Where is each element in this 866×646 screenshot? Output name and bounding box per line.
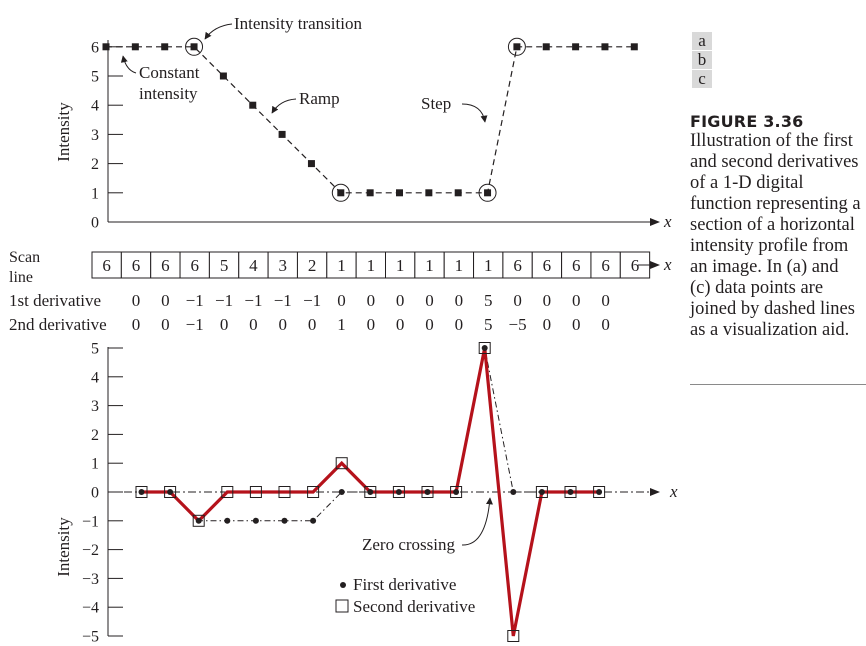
panel-a-point bbox=[572, 43, 579, 50]
first-derivative-value: 0 bbox=[366, 291, 376, 310]
first-derivative-points bbox=[139, 345, 603, 524]
panel-letter-c: c bbox=[692, 70, 712, 88]
panel-c-tick-label: −1 bbox=[81, 513, 99, 531]
second-derivative-value: 0 bbox=[395, 315, 405, 334]
second-derivative-value: 0 bbox=[161, 315, 170, 334]
second-derivative-value: 0 bbox=[366, 315, 376, 334]
first-derivative-row-label: 1st derivative bbox=[9, 291, 102, 310]
panel-c-tick-label: 1 bbox=[91, 455, 99, 473]
constant-intensity-label-line1: Constant bbox=[139, 63, 200, 82]
scan-line-value: 6 bbox=[513, 256, 522, 275]
caption-divider bbox=[690, 384, 866, 385]
second-derivative-value: 0 bbox=[131, 315, 141, 334]
ramp-label: Ramp bbox=[299, 89, 340, 108]
panel-a-tick-label: 6 bbox=[91, 39, 99, 57]
second-derivative-row-label: 2nd derivative bbox=[9, 315, 107, 334]
panel-a-point bbox=[425, 189, 432, 196]
panel-c-tick-label: −2 bbox=[81, 542, 99, 560]
scan-line-cells bbox=[92, 252, 650, 278]
scan-line-value: 5 bbox=[219, 256, 229, 275]
first-derivative-point bbox=[367, 489, 373, 495]
scan-line-x-label: x bbox=[664, 255, 672, 274]
scan-line-value: 2 bbox=[307, 256, 317, 275]
first-derivative-point bbox=[453, 489, 459, 495]
first-derivative-point bbox=[539, 489, 545, 495]
first-derivative-point bbox=[282, 518, 288, 524]
panel-a-point bbox=[367, 189, 374, 196]
panel-letter-a: a bbox=[692, 32, 712, 50]
first-derivative-point bbox=[339, 489, 345, 495]
panel-a-x-arrowhead bbox=[650, 218, 660, 226]
scan-line-label-line1: Scan bbox=[9, 249, 41, 266]
scan-line-value: 6 bbox=[572, 256, 581, 275]
panel-a-tick-label: 1 bbox=[91, 185, 99, 203]
second-derivative-value: 0 bbox=[278, 315, 288, 334]
panel-c-x-axis-label: x bbox=[670, 482, 678, 501]
second-derivative-value: 0 bbox=[219, 315, 229, 334]
second-derivative-value: 1 bbox=[337, 315, 346, 334]
panel-c-tick-label: 0 bbox=[91, 484, 99, 502]
second-derivative-value: 0 bbox=[572, 315, 581, 334]
first-derivative-value: −1 bbox=[244, 291, 263, 310]
panel-a-x-axis-label: x bbox=[664, 212, 672, 231]
first-derivative-value: 0 bbox=[161, 291, 170, 310]
panel-a-tick-label: 0 bbox=[91, 214, 99, 232]
first-derivative-value: 0 bbox=[542, 291, 552, 310]
first-derivative-point bbox=[568, 489, 574, 495]
panel-a-point bbox=[161, 43, 168, 50]
first-derivative-values bbox=[132, 291, 610, 310]
panel-c-tick-label: −4 bbox=[81, 599, 99, 617]
first-derivative-point bbox=[510, 489, 516, 495]
second-derivative-value: 0 bbox=[542, 315, 552, 334]
first-derivative-point bbox=[253, 518, 259, 524]
scan-line-value: 6 bbox=[190, 256, 199, 275]
second-derivative-value: 0 bbox=[307, 315, 317, 334]
panel-a-tick-label: 2 bbox=[91, 156, 99, 174]
first-derivative-value: 0 bbox=[572, 291, 581, 310]
ramp-leader bbox=[272, 99, 296, 113]
panel-c-y-axis-label: Intensity bbox=[54, 517, 73, 577]
scan-line-value: 4 bbox=[249, 256, 258, 275]
first-derivative-point bbox=[482, 345, 488, 351]
panel-c-tick-label: 2 bbox=[91, 426, 99, 444]
panel-a-point bbox=[484, 189, 491, 196]
scan-line-value: 1 bbox=[337, 256, 346, 275]
second-derivative-value: −5 bbox=[508, 315, 527, 334]
panel-c-tick-label: 5 bbox=[91, 340, 99, 358]
panel-a-point bbox=[513, 43, 520, 50]
scan-line-value: 1 bbox=[366, 256, 376, 275]
panel-a-y-axis-label: Intensity bbox=[54, 102, 73, 162]
panel-a-point bbox=[631, 43, 638, 50]
second-derivative-values bbox=[132, 315, 610, 334]
panel-c-tick-label: 3 bbox=[91, 398, 99, 416]
scan-line-value: 6 bbox=[131, 256, 141, 275]
scan-line-value: 6 bbox=[601, 256, 610, 275]
scan-line-value: 6 bbox=[102, 256, 111, 275]
scan-line-value: 1 bbox=[454, 256, 464, 275]
panel-a-point bbox=[220, 73, 227, 80]
first-derivative-point bbox=[139, 489, 145, 495]
first-derivative-value: −1 bbox=[273, 291, 292, 310]
second-derivative-value: 5 bbox=[483, 315, 493, 334]
panel-a-point bbox=[249, 102, 256, 109]
step-leader bbox=[462, 104, 485, 122]
scan-line-value: 1 bbox=[425, 256, 434, 275]
first-derivative-value: 0 bbox=[454, 291, 464, 310]
figure-title: FIGURE 3.36 bbox=[690, 112, 804, 131]
panel-a-point bbox=[455, 189, 462, 196]
first-derivative-point bbox=[310, 518, 316, 524]
second-derivative-value: 0 bbox=[425, 315, 434, 334]
zero-crossing-label: Zero crossing bbox=[362, 535, 456, 554]
constant-intensity-leader bbox=[123, 56, 136, 73]
panel-a-tick-label: 5 bbox=[91, 68, 99, 86]
scan-line-value: 6 bbox=[630, 256, 640, 275]
first-derivative-value: 0 bbox=[337, 291, 346, 310]
panel-c-y-ticks bbox=[82, 341, 123, 646]
scan-line-label-line2: line bbox=[9, 269, 33, 286]
first-derivative-value: −1 bbox=[185, 291, 204, 310]
first-derivative-point bbox=[224, 518, 230, 524]
panel-a-point bbox=[103, 43, 110, 50]
first-derivative-value: 5 bbox=[483, 291, 493, 310]
zero-crossing-leader bbox=[462, 498, 490, 545]
figure-caption-panel bbox=[690, 32, 866, 341]
legend-second-derivative-marker bbox=[336, 600, 348, 612]
first-derivative-value: −1 bbox=[215, 291, 234, 310]
first-derivative-value: 0 bbox=[395, 291, 405, 310]
second-derivative-value: 0 bbox=[454, 315, 464, 334]
intensity-transition-leader bbox=[205, 24, 232, 39]
scan-line-value: 1 bbox=[395, 256, 405, 275]
panel-letters bbox=[692, 32, 866, 88]
panel-a-tick-label: 3 bbox=[91, 126, 99, 144]
panel-a-point bbox=[543, 43, 550, 50]
panel-a-highlight-circles bbox=[186, 38, 526, 201]
panel-letter-b: b bbox=[692, 51, 712, 69]
panel-c-x-arrowhead bbox=[650, 488, 660, 496]
first-derivative-value: 0 bbox=[513, 291, 522, 310]
scan-line-value: 3 bbox=[278, 256, 288, 275]
scan-line-value: 1 bbox=[483, 256, 493, 275]
panel-a-point bbox=[279, 131, 286, 138]
panel-a-point bbox=[396, 189, 403, 196]
scan-line-value: 6 bbox=[161, 256, 170, 275]
first-derivative-value: 0 bbox=[601, 291, 610, 310]
panel-a-point bbox=[601, 43, 608, 50]
scan-line-arrowhead bbox=[650, 261, 660, 269]
panel-a-point bbox=[308, 160, 315, 167]
panel-c-derivatives-plot bbox=[54, 341, 678, 646]
second-derivative-value: 0 bbox=[249, 315, 258, 334]
figure-caption: Illustration of the first and second derivatives of a 1-D digital function representing a section of a horizontal intensity profile from an image. In (a) and (c) data points are joined by dashed lines as a visualization aid. bbox=[690, 131, 861, 340]
first-derivative-point bbox=[196, 518, 202, 524]
first-derivative-value: 0 bbox=[131, 291, 141, 310]
panel-a-tick-label: 4 bbox=[91, 97, 99, 115]
panel-a-point bbox=[191, 43, 198, 50]
panel-a-y-ticks bbox=[91, 39, 123, 231]
scan-line-value: 6 bbox=[542, 256, 552, 275]
legend-first-derivative-label: First derivative bbox=[353, 575, 457, 594]
panel-b-scan-line-table bbox=[9, 249, 672, 334]
panel-a-point bbox=[132, 43, 139, 50]
first-derivative-point bbox=[425, 489, 431, 495]
first-derivative-point bbox=[167, 489, 173, 495]
legend-first-derivative-marker bbox=[340, 582, 346, 588]
legend-second-derivative-label: Second derivative bbox=[353, 597, 476, 616]
second-derivative-value: −1 bbox=[185, 315, 204, 334]
constant-intensity-label-line2: intensity bbox=[139, 84, 198, 103]
intensity-transition-label: Intensity transition bbox=[234, 14, 362, 33]
second-derivative-value: 0 bbox=[601, 315, 610, 334]
panel-c-tick-label: 4 bbox=[91, 369, 99, 387]
first-derivative-point bbox=[596, 489, 602, 495]
first-derivative-value: −1 bbox=[303, 291, 322, 310]
first-derivative-point bbox=[396, 489, 402, 495]
panel-c-tick-label: −3 bbox=[81, 570, 99, 588]
panel-a-intensity-plot bbox=[54, 14, 672, 232]
panel-c-tick-label: −5 bbox=[81, 628, 99, 646]
panel-a-point bbox=[337, 189, 344, 196]
step-label: Step bbox=[421, 94, 452, 113]
first-derivative-value: 0 bbox=[425, 291, 434, 310]
